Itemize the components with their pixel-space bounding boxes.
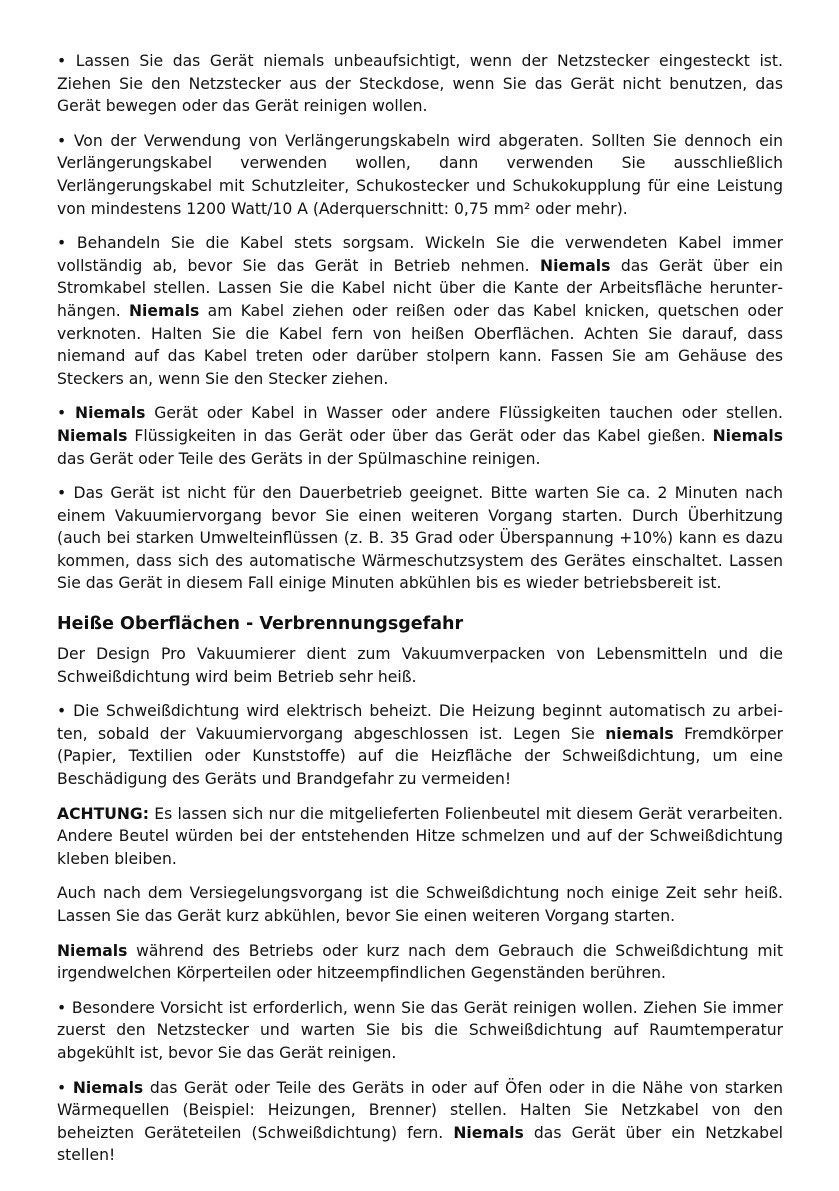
paragraph-heating: • Die Schweißdichtung wird elektrisch beheizt. Die Heizung beginnt automatisch zu arbeiten, sobald der Vakuumiervorgang abgeschlossen ist. Legen Sie niemals Fremdkörper (Papier, Textilien oder Kunststoffe) auf die Heizfläche der Schweißdichtung, um eine Beschädigung des Geräts und Brandgefahr zu vermeiden!	[57, 702, 783, 789]
section-title-hot-surfaces: Heiße Oberflächen - Verbrennungsgefahr	[57, 614, 464, 635]
paragraph-after-sealing: Auch nach dem Versiegelungsvorgang ist die Schweißdichtung noch einige Zeit sehr heiß. Lassen Sie das Gerät kurz abkühlen, bevor Sie einen weiteren Vorgang starten.	[57, 884, 783, 925]
bullet: •	[57, 1078, 67, 1097]
paragraph-body-contact: Niemals während des Betriebs oder kurz nach dem Gebrauch die Schweißdichtung mit irgendwelchen Körperteilen oder hitzeempfindlichen Gegenständen berühren.	[57, 941, 783, 983]
paragraph-water: • Niemals Gerät oder Kabel in Wasser oder andere Flüssigkeiten tauchen oder stellen. Niemals Flüssigkeiten in das Gerät oder über das Gerät oder das Kabel gießen. Niemals das Gerät oder Teile des Geräts in der Spülmaschine reinigen.	[57, 404, 783, 468]
emphasis-niemals: Niemals	[453, 1123, 524, 1142]
paragraph-intro-hot: Der Design Pro Vakuumierer dient zum Vakuumverpacken von Lebensmitteln und die Schweißdichtung wird beim Betrieb sehr heiß.	[57, 645, 783, 686]
paragraph-cleaning: • Besondere Vorsicht ist erforderlich, wenn Sie das Gerät reinigen wollen. Ziehen Sie immer zuerst den Netzstecker und warten Sie bis die Schweißdichtung auf Raumtemperatur abgekühlt ist, bevor Sie das Gerät reinigen.	[57, 998, 783, 1062]
paragraph-unattended: • Lassen Sie das Gerät niemals unbeaufsichtigt, wenn der Netzstecker eingesteckt ist. Ziehen Sie den Netzstecker aus der Steckdose, wenn Sie das Gerät nicht benutzen, das Gerät bewegen oder das Gerät reinigen wollen.	[57, 52, 783, 116]
bullet: •	[57, 131, 67, 150]
emphasis-niemals: Niemals	[57, 941, 128, 960]
paragraph-cable-handling: • Behandeln Sie die Kabel stets sorgsam. Wickeln Sie die verwendeten Kabel immer vollständig ab, bevor Sie das Gerät in Betrieb nehmen. Niemals das Gerät über ein Stromkabel stellen. Lassen Sie die Kabel nicht über die Kante der Arbeitsfläche herunterhängen. Niemals am Kabel ziehen oder reißen oder das Kabel knicken, quetschen oder verknoten. Halten Sie die Kabel fern von heißen Oberflächen. Achten Sie darauf, dass niemand auf das Kabel treten oder darüber stolpern kann. Fassen Sie am Gehäuse des Steckers an, wenn Sie den Stecker ziehen.	[57, 234, 783, 388]
emphasis-niemals: Niemals	[57, 426, 128, 445]
paragraph-continuous-operation: • Das Gerät ist nicht für den Dauerbetrieb geeignet. Bitte warten Sie ca. 2 Minuten nach einem Vakuumiervorgang bevor Sie einen weiteren Vorgang starten. Durch Überhitzung (auch bei starken Umwelteinflüssen (z. B. 35 Grad oder Überspannung +10%) kann es dazu kommen, dass sich des automatische Wärmeschutzsystem des Gerätes einschaltet. Lassen Sie das Gerät in diesem Fall einige Minuten abkühlen bis es wieder betriebsbereit ist.	[57, 484, 783, 593]
bullet: •	[57, 484, 67, 503]
emphasis-achtung: ACHTUNG:	[57, 804, 149, 823]
emphasis-niemals: Niemals	[540, 256, 611, 275]
emphasis-niemals: niemals	[605, 724, 674, 743]
paragraph-extension-cables: • Von der Verwendung von Verlängerungskabeln wird abgeraten. Sollten Sie dennoch ein Verlängerungskabel verwenden wollen, dann verwenden Sie ausschließlich Verlängerungskabel mit Schutzleiter, Schukostecker und Schukokupplung für eine Leistung von mindestens 1200 Watt/10 A (Aderquerschnitt: 0,75 mm² oder mehr).	[57, 131, 783, 218]
emphasis-niemals: Niemals	[72, 1078, 144, 1097]
emphasis-niemals: Niemals	[128, 301, 200, 320]
paragraph-achtung: ACHTUNG: Es lassen sich nur die mitgelieferten Folienbeutel mit diesem Gerät verarbeiten. Andere Beutel würden bei der entstehenden Hitze schmelzen und auf der Schweißdichtung kleben bleiben.	[57, 804, 783, 868]
emphasis-niemals: Niemals	[75, 404, 146, 423]
bullet: •	[57, 404, 67, 423]
emphasis-niemals: Niemals	[712, 426, 783, 445]
bullet: •	[57, 234, 67, 253]
paragraph-heat-sources: • Niemals das Gerät oder Teile des Geräts in oder auf Öfen oder in die Nähe von starken Wärmequellen (Beispiel: Heizungen, Brenner) stellen. Halten Sie Netzkabel von den beheizten Geräteteilen (Schweißdichtung) fern. Niemals das Gerät über ein Netzkabel stellen!	[57, 1078, 784, 1165]
bullet: •	[57, 52, 67, 70]
bullet: •	[57, 702, 67, 721]
bullet: •	[57, 998, 67, 1017]
